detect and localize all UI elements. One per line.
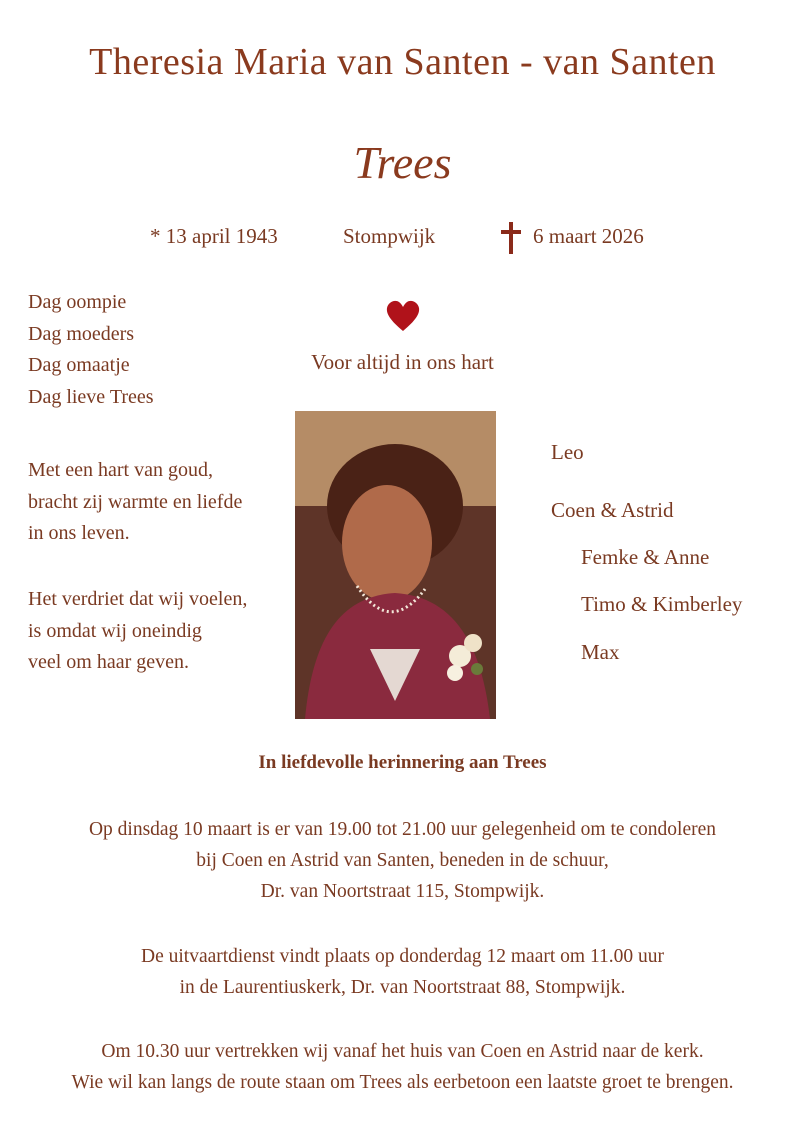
- greeting-line: Dag lieve Trees: [28, 385, 154, 408]
- condolence-paragraph: [0, 814, 805, 907]
- family-grandchild: Max: [581, 640, 620, 664]
- greeting-line: Dag moeders: [28, 322, 135, 345]
- deceased-nickname: Trees: [353, 137, 452, 188]
- greeting-line: Dag omaatje: [28, 354, 130, 376]
- paragraph-line: De uitvaartdienst vindt plaats op donderdag 12 maart om 11.00 uur: [141, 946, 664, 967]
- paragraph-line: bij Coen en Astrid van Santen, beneden in de schuur,: [196, 850, 609, 871]
- death-date: 6 maart 2026: [533, 224, 644, 248]
- family-child: Coen & Astrid: [551, 498, 674, 522]
- greeting-line: Dag oompie: [28, 291, 127, 313]
- paragraph-line: Wie wil kan langs de route staan om Trees als eerbetoon een laatste groet te brengen.: [71, 1072, 734, 1093]
- procession-paragraph: [0, 1036, 805, 1098]
- portrait-photo: [295, 411, 496, 719]
- verse-one: [28, 455, 242, 550]
- verse-line: in ons leven.: [28, 522, 130, 544]
- paragraph-line: Om 10.30 uur vertrekken wij vanaf het huis van Coen en Astrid naar de kerk.: [101, 1041, 704, 1062]
- family-partner: Leo: [551, 440, 584, 464]
- verse-line: is omdat wij oneindig: [28, 619, 202, 642]
- verse-line: Het verdriet dat wij voelen,: [28, 588, 248, 610]
- verse-line: Met een hart van goud,: [28, 459, 213, 481]
- deceased-full-name: Theresia Maria van Santen - van Santen: [89, 41, 716, 83]
- paragraph-line: in de Laurentiuskerk, Dr. van Noortstraat 88, Stompwijk.: [179, 977, 626, 998]
- family-grandchild: Timo & Kimberley: [581, 592, 743, 616]
- funeral-service-paragraph: [0, 941, 805, 1003]
- paragraph-line: Op dinsdag 10 maart is er van 19.00 tot 21.00 uur gelegenheid om te condoleren: [88, 819, 717, 840]
- memory-heading: In liefdevolle herinnering aan Trees: [258, 752, 547, 773]
- birth-place: Stompwijk: [343, 224, 436, 248]
- verse-line: bracht zij warmte en liefde: [28, 490, 243, 513]
- family-grandchild: Femke & Anne: [581, 545, 710, 569]
- verse-two: [28, 584, 247, 679]
- heart-icon: [385, 299, 421, 333]
- motto: Voor altijd in ons hart: [311, 350, 494, 374]
- verse-line: veel om haar geven.: [28, 651, 190, 673]
- paragraph-line: Dr. van Noortstraat 115, Stompwijk.: [260, 881, 545, 902]
- birth-date: * 13 april 1943: [150, 224, 278, 248]
- cross-icon: [498, 220, 524, 256]
- portrait-illustration: [295, 411, 496, 719]
